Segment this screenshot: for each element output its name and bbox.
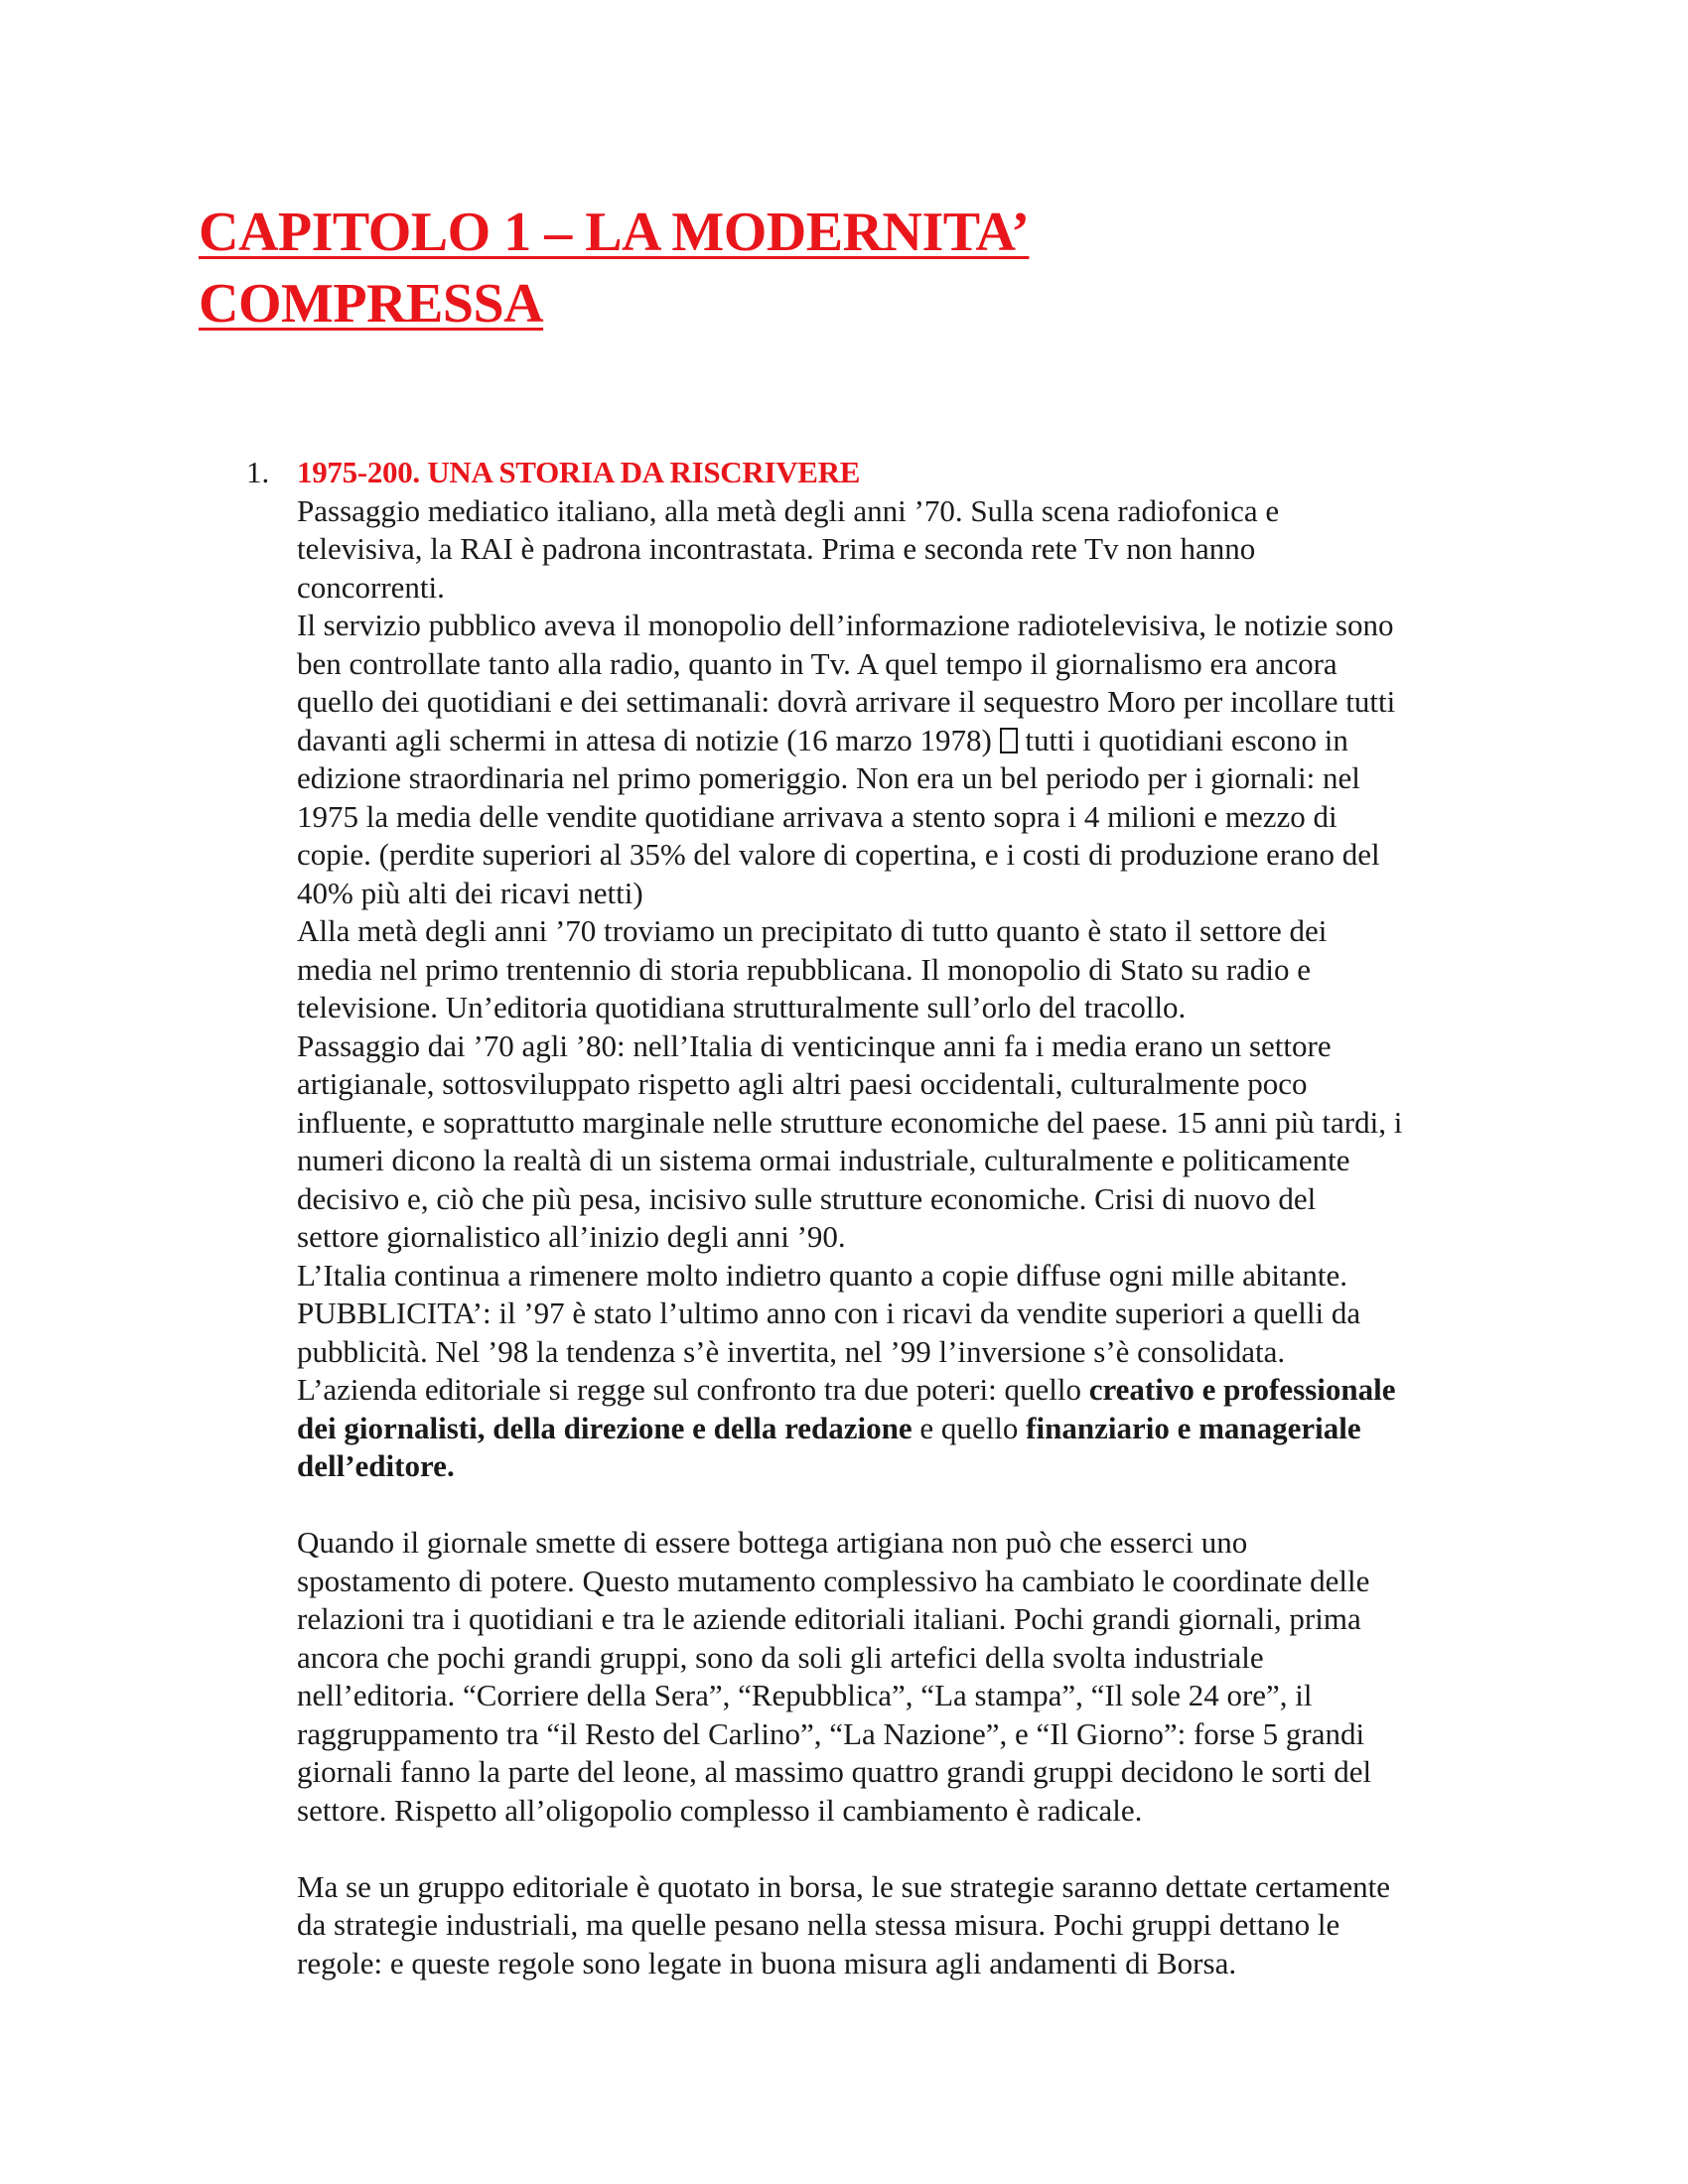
paragraph-stock-market (297, 1868, 1498, 1983)
text-line: spostamento di potere. Questo mutamento complessivo ha cambiato le coordinate delle (297, 1563, 1370, 1598)
paragraph-spacer (297, 1486, 1498, 1525)
text-segment: L’azienda editoriale si regge sul confronto tra due poteri: quello (297, 1372, 1089, 1407)
text-line (297, 1371, 1498, 1410)
paragraph-public-service (297, 607, 1498, 912)
chapter-title (199, 197, 1291, 340)
text-line: media nel primo trentennio di storia repubblicana. Il monopolio di Stato su radio e (297, 951, 1312, 987)
text-line: ancora che pochi grandi gruppi, sono da soli gli artefici della svolta industriale (297, 1639, 1264, 1675)
text-segment: tutti i quotidiani escono in (1017, 722, 1348, 757)
text-line: edizione straordinaria nel primo pomeriggio. Non era un bel periodo per i giornali: nel (297, 760, 1360, 795)
text-line: pubblicità. Nel ’98 la tendenza s’è invertita, nel ’99 l’inversione s’è consolidata. (297, 1333, 1286, 1369)
text-line: televisione. Un’editoria quotidiana strutturalmente sull’orlo del tracollo. (297, 990, 1187, 1024)
text-line: L’Italia continua a rimenere molto indietro quanto a copie diffuse ogni mille abitante. (297, 1257, 1347, 1293)
text-line: relazioni tra i quotidiani e tra le aziende editoriali italiani. Pochi grandi giornali, prima (297, 1601, 1361, 1636)
chapter-title-line-2: COMPRESSA (199, 273, 544, 335)
text-line: settore giornalistico all’inizio degli anni ’90. (297, 1219, 846, 1254)
paragraph-spacer (297, 1830, 1498, 1868)
text-segment: davanti agli schermi in attesa di notizie (16 marzo 1978) (297, 722, 992, 757)
text-line: ben controllate tanto alla radio, quanto in Tv. A quel tempo il giornalismo era ancora (297, 645, 1337, 681)
text-line: regole: e queste regole sono legate in buona misura agli andamenti di Borsa. (297, 1945, 1237, 1980)
bold-segment: dei giornalisti, della direzione e della redazione (297, 1410, 913, 1445)
text-line: Alla metà degli anni ’70 troviamo un precipitato di tutto quanto è stato il settore dei (297, 913, 1328, 948)
text-line: influente, e soprattutto marginale nelle strutture economiche del paese. 15 anni più tardi, i (297, 1104, 1403, 1140)
text-line: giornali fanno la parte del leone, al massimo quattro grandi gruppi decidono le sorti del (297, 1754, 1372, 1789)
text-line: Ma se un gruppo editoriale è quotato in borsa, le sue strategie saranno dettate certamente (297, 1868, 1390, 1904)
section-body (297, 454, 1498, 1982)
text-line: quello dei quotidiani e dei settimanali: dovrà arrivare il sequestro Moro per incollare tutti (297, 684, 1396, 719)
missing-glyph-icon (1000, 728, 1018, 753)
paragraph-copies (297, 1257, 1498, 1296)
bold-segment: finanziario e manageriale (1026, 1410, 1361, 1445)
section-heading: 1975-200. UNA STORIA DA RISCRIVERE (297, 455, 861, 489)
text-line: decisivo e, ciò che più pesa, incisivo sulle strutture economiche. Crisi di nuovo del (297, 1180, 1317, 1216)
text-line: da strategie industriali, ma quelle pesano nella stessa misura. Pochi gruppi dettano le (297, 1907, 1340, 1942)
text-line: artigianale, sottosviluppato rispetto agli altri paesi occidentali, culturalmente poco (297, 1066, 1308, 1101)
paragraph-rai-monopoly (297, 492, 1498, 608)
paragraph-advertising (297, 1295, 1498, 1371)
paragraph-mid-seventies (297, 912, 1498, 1027)
paragraph-power-shift (297, 1524, 1498, 1830)
text-line: concorrenti. (297, 569, 445, 605)
bold-segment: dell’editore. (297, 1448, 455, 1483)
text-line (297, 1447, 1498, 1486)
text-line (297, 722, 1498, 760)
text-line: Il servizio pubblico aveva il monopolio dell’informazione radiotelevisiva, le notizie sono (297, 608, 1394, 642)
bold-segment: creativo e professionale (1088, 1372, 1396, 1407)
text-line: Passaggio mediatico italiano, alla metà degli anni ’70. Sulla scena radiofonica e (297, 492, 1280, 528)
paragraph-seventies-eighties (297, 1027, 1498, 1257)
text-line: copie. (perdite superiori al 35% del valore di copertina, e i costi di produzione erano del (297, 837, 1380, 872)
section-number: 1. (246, 455, 270, 489)
text-line: 40% più alti dei ricavi netti) (297, 875, 643, 910)
text-line: PUBBLICITA’: il ’97 è stato l’ultimo anno con i ricavi da vendite superiori a quelli da (297, 1296, 1361, 1330)
text-line (297, 1410, 1498, 1448)
text-line: Passaggio dai ’70 agli ’80: nell’Italia di venticinque anni fa i media erano un settore (297, 1027, 1332, 1063)
chapter-title-line-1: CAPITOLO 1 – LA MODERNITA’ (199, 202, 1030, 263)
text-segment: e quello (912, 1410, 1027, 1445)
text-line: raggruppamento tra “il Resto del Carlino”, “La Nazione”, e “Il Giorno”: forse 5 grandi (297, 1715, 1365, 1751)
text-line: nell’editoria. “Corriere della Sera”, “Repubblica”, “La stampa”, “Il sole 24 ore”, il (297, 1678, 1313, 1712)
paragraph-two-powers (297, 1371, 1498, 1486)
text-line: Quando il giornale smette di essere bottega artigiana non può che esserci uno (297, 1525, 1248, 1560)
text-line: numeri dicono la realtà di un sistema ormai industriale, culturalmente e politicamente (297, 1143, 1350, 1177)
text-line: 1975 la media delle vendite quotidiane arrivava a stento sopra i 4 milioni e mezzo di (297, 798, 1337, 834)
text-line: settore. Rispetto all’oligopolio complesso il cambiamento è radicale. (297, 1792, 1143, 1828)
text-line: televisiva, la RAI è padrona incontrastata. Prima e seconda rete Tv non hanno (297, 531, 1256, 566)
